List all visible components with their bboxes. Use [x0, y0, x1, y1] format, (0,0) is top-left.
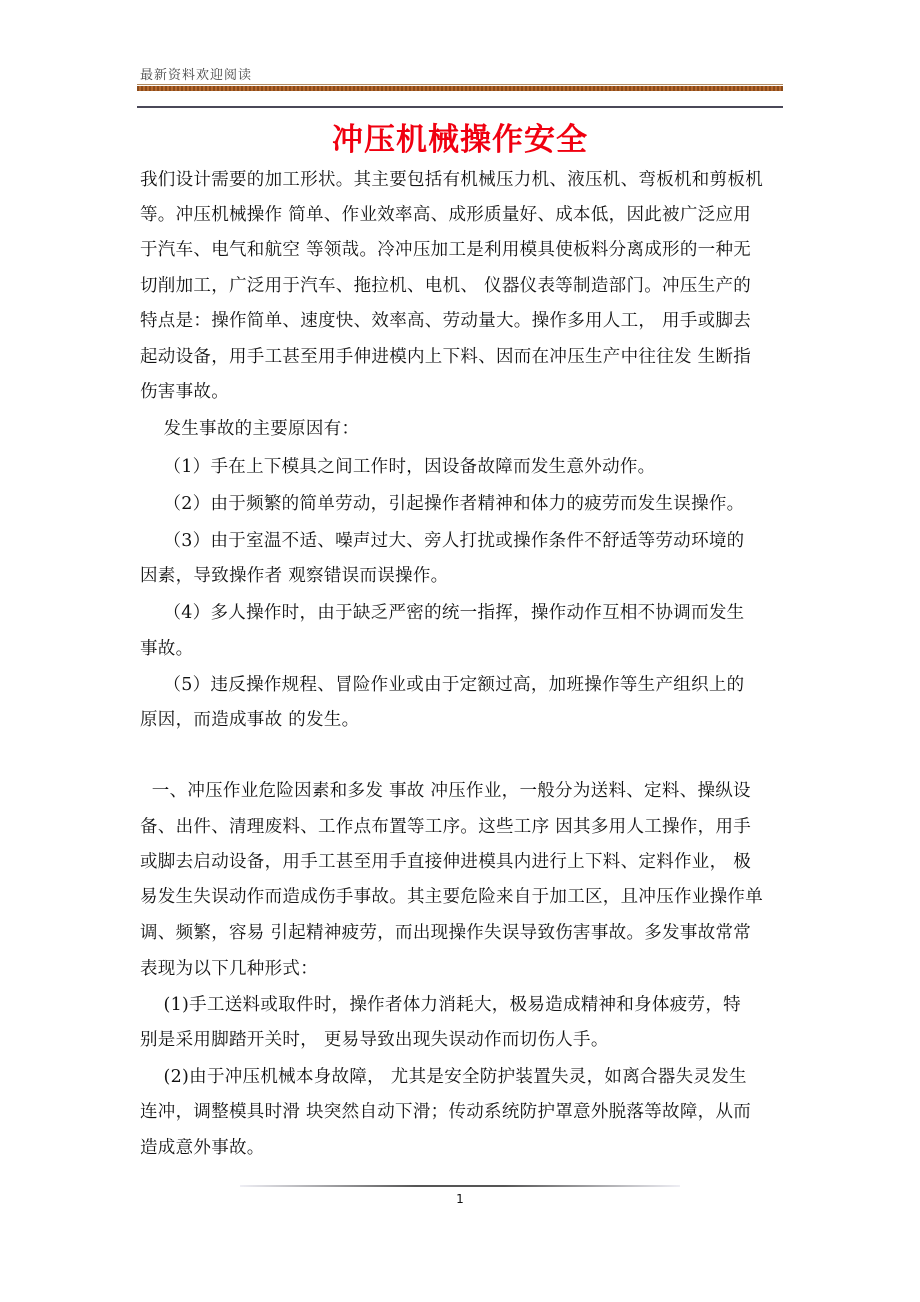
text-line: （2）由于频繁的简单劳动，引起操作者精神和体力的疲劳而发生误操作。: [140, 494, 745, 514]
text-line: 发生事故的主要原因有：: [140, 419, 360, 439]
header-divider: [137, 106, 783, 108]
text-line: 一、冲压作业危险因素和多发 事故 冲压作业，一般分为送料、定料、操纵设: [140, 781, 751, 801]
text-line: 别是采用脚踏开关时， 更易导致出现失误动作而切伤人手。: [140, 1030, 609, 1050]
text-line: （1）手在上下模具之间工作时，因设备故障而发生意外动作。: [140, 457, 656, 477]
header-rule: [137, 84, 783, 85]
document-title: 冲压机械操作安全: [332, 122, 588, 158]
text-line: (2)由于冲压机械本身故障， 尤其是安全防护装置失灵，如离合器失灵发生: [140, 1067, 747, 1087]
text-line: 我们设计需要的加工形状。其主要包括有机械压力机、液压机、弯板机和剪板机: [140, 170, 763, 190]
text-line: 伤害事故。: [140, 382, 229, 402]
text-line: (1)手工送料或取件时，操作者体力消耗大，极易造成精神和身体疲劳，特: [140, 995, 741, 1015]
text-line: 等。冲压机械操作 简单、作业效率高、成形质量好、成本低，因此被广泛应用: [140, 205, 752, 225]
text-line: （5）违反操作规程、冒险作业或由于定额过高，加班操作等生产组织上的: [140, 675, 745, 695]
text-line: 调、频繁，容易 引起精神疲劳，而出现操作失误导致伤害事故。多发事故常常: [140, 923, 752, 943]
text-line: 事故。: [140, 639, 194, 659]
text-line: 因素，导致操作者 观察错误而误操作。: [140, 566, 449, 586]
text-line: （3）由于室温不适、噪声过大、旁人打扰或操作条件不舒适等劳动环境的: [140, 531, 745, 551]
page-number: 1: [456, 1192, 464, 1206]
header-decorative-rule: [137, 86, 783, 91]
text-line: 起动设备，用手工甚至用手伸进模内上下料、因而在冲压生产中往往发 生断指: [140, 347, 752, 367]
text-line: 造成意外事故。: [140, 1138, 265, 1158]
page-header: 最新资料欢迎阅读: [140, 68, 253, 83]
text-line: 或脚去启动设备，用手工甚至用手直接伸进模具内进行上下料、定料作业， 极: [140, 852, 752, 872]
text-line: 切削加工，广泛用于汽车、拖拉机、电机、 仪器仪表等制造部门。冲压生产的: [140, 276, 752, 296]
footer-rule: [240, 1185, 680, 1187]
text-line: 备、出件、清理废料、工作点布置等工序。这些工序 因其多用人工操作，用手: [140, 817, 752, 837]
text-line: 易发生失误动作而造成伤手事故。其主要危险来自于加工区，且冲压作业操作单: [140, 887, 763, 907]
text-line: 特点是：操作简单、速度快、效率高、劳动量大。操作多用人工， 用手或脚去: [140, 311, 752, 331]
text-line: （4）多人操作时，由于缺乏严密的统一指挥，操作动作互相不协调而发生: [140, 603, 745, 623]
text-line: 连冲，调整模具时滑 块突然自动下滑；传动系统防护罩意外脱落等故障，从而: [140, 1102, 752, 1122]
text-line: 于汽车、电气和航空 等领哉。冷冲压加工是利用模具使板料分离成形的一种无: [140, 240, 752, 260]
text-line: 表现为以下几种形式：: [140, 959, 318, 979]
text-line: 原因，而造成事故 的发生。: [140, 710, 360, 730]
